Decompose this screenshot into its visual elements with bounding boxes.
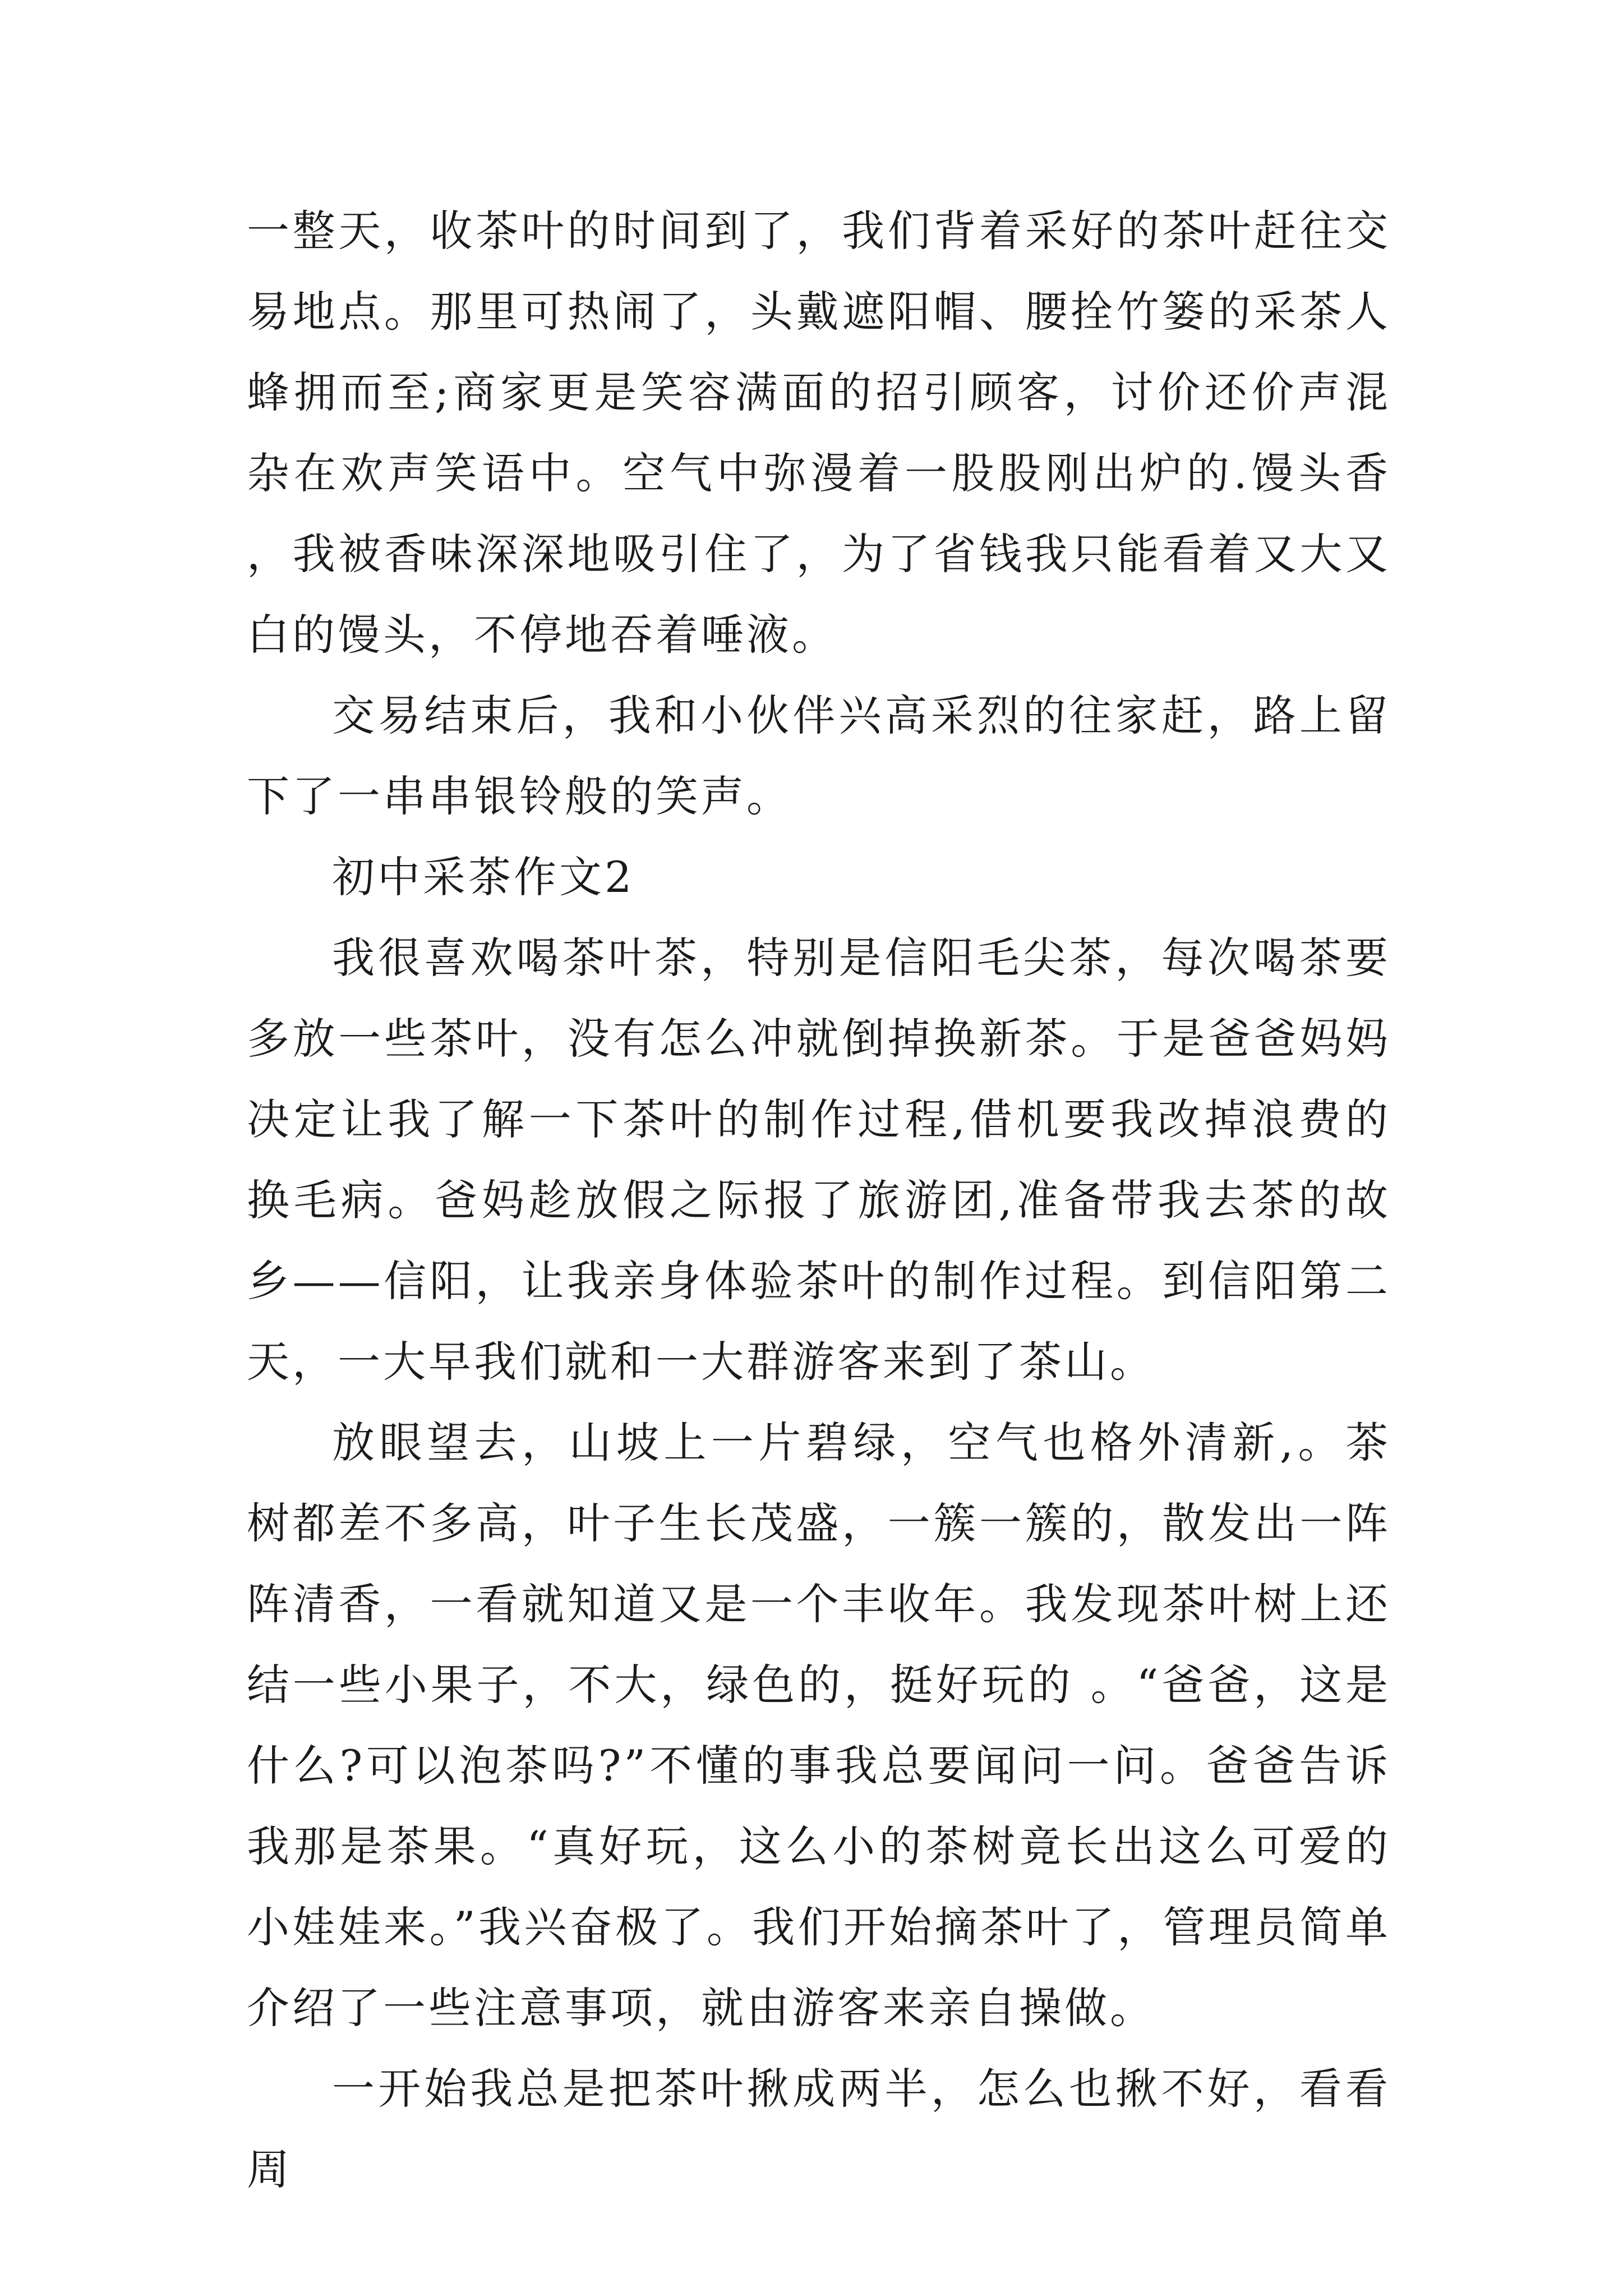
- paragraph: 一整天，收茶叶的时间到了，我们背着采好的茶叶赶往交易地点。那里可热闹了，头戴遮阳帽、腰拴竹篓的采茶人蜂拥而至;商家更是笑容满面的招引顾客，讨价还价声混杂在欢声笑语中。空气中弥漫着一股股刚出炉的.馒头香，我被香味深深地吸引住了，为了省钱我只能看着又大又白的馒头，不停地吞着唾液。: [247, 206, 1391, 660]
- paragraph: 交易结束后，我和小伙伴兴高采烈的往家赶，路上留下了一串串银铃般的笑声。: [247, 691, 1391, 821]
- paragraph: 我很喜欢喝茶叶茶，特别是信阳毛尖茶，每次喝茶要多放一些茶叶，没有怎么冲就倒掉换新茶。于是爸爸妈妈决定让我了解一下茶叶的制作过程,借机要我改掉浪费的换毛病。爸妈趁放假之际报了旅游团,准备带我去茶的故乡——信阳，让我亲身体验茶叶的制作过程。到信阳第二天，一大早我们就和一大群游客来到了茶山。: [247, 933, 1391, 1387]
- text-body: [247, 191, 1391, 2210]
- paragraph: 一开始我总是把茶叶揪成两半，怎么也揪不好，看看周: [247, 2064, 1391, 2194]
- section-title: 初中采茶作文2: [332, 852, 635, 902]
- paragraph: 放眼望去，山坡上一片碧绿，空气也格外清新,。茶树都差不多高，叶子生长茂盛，一簇一簇的，散发出一阵阵清香，一看就知道又是一个丰收年。我发现茶叶树上还结一些小果子，不大，绿色的，挺好玩的 。“爸爸，这是什么?可以泡茶吗?”不懂的事我总要闻问一问。爸爸告诉我那是茶果。“真好玩，这么小的茶树竟长出这么可爱的小娃娃来。”我兴奋极了。我们开始摘茶叶了，管理员简单介绍了一些注意事项，就由游客来亲自操做。: [247, 1418, 1391, 2033]
